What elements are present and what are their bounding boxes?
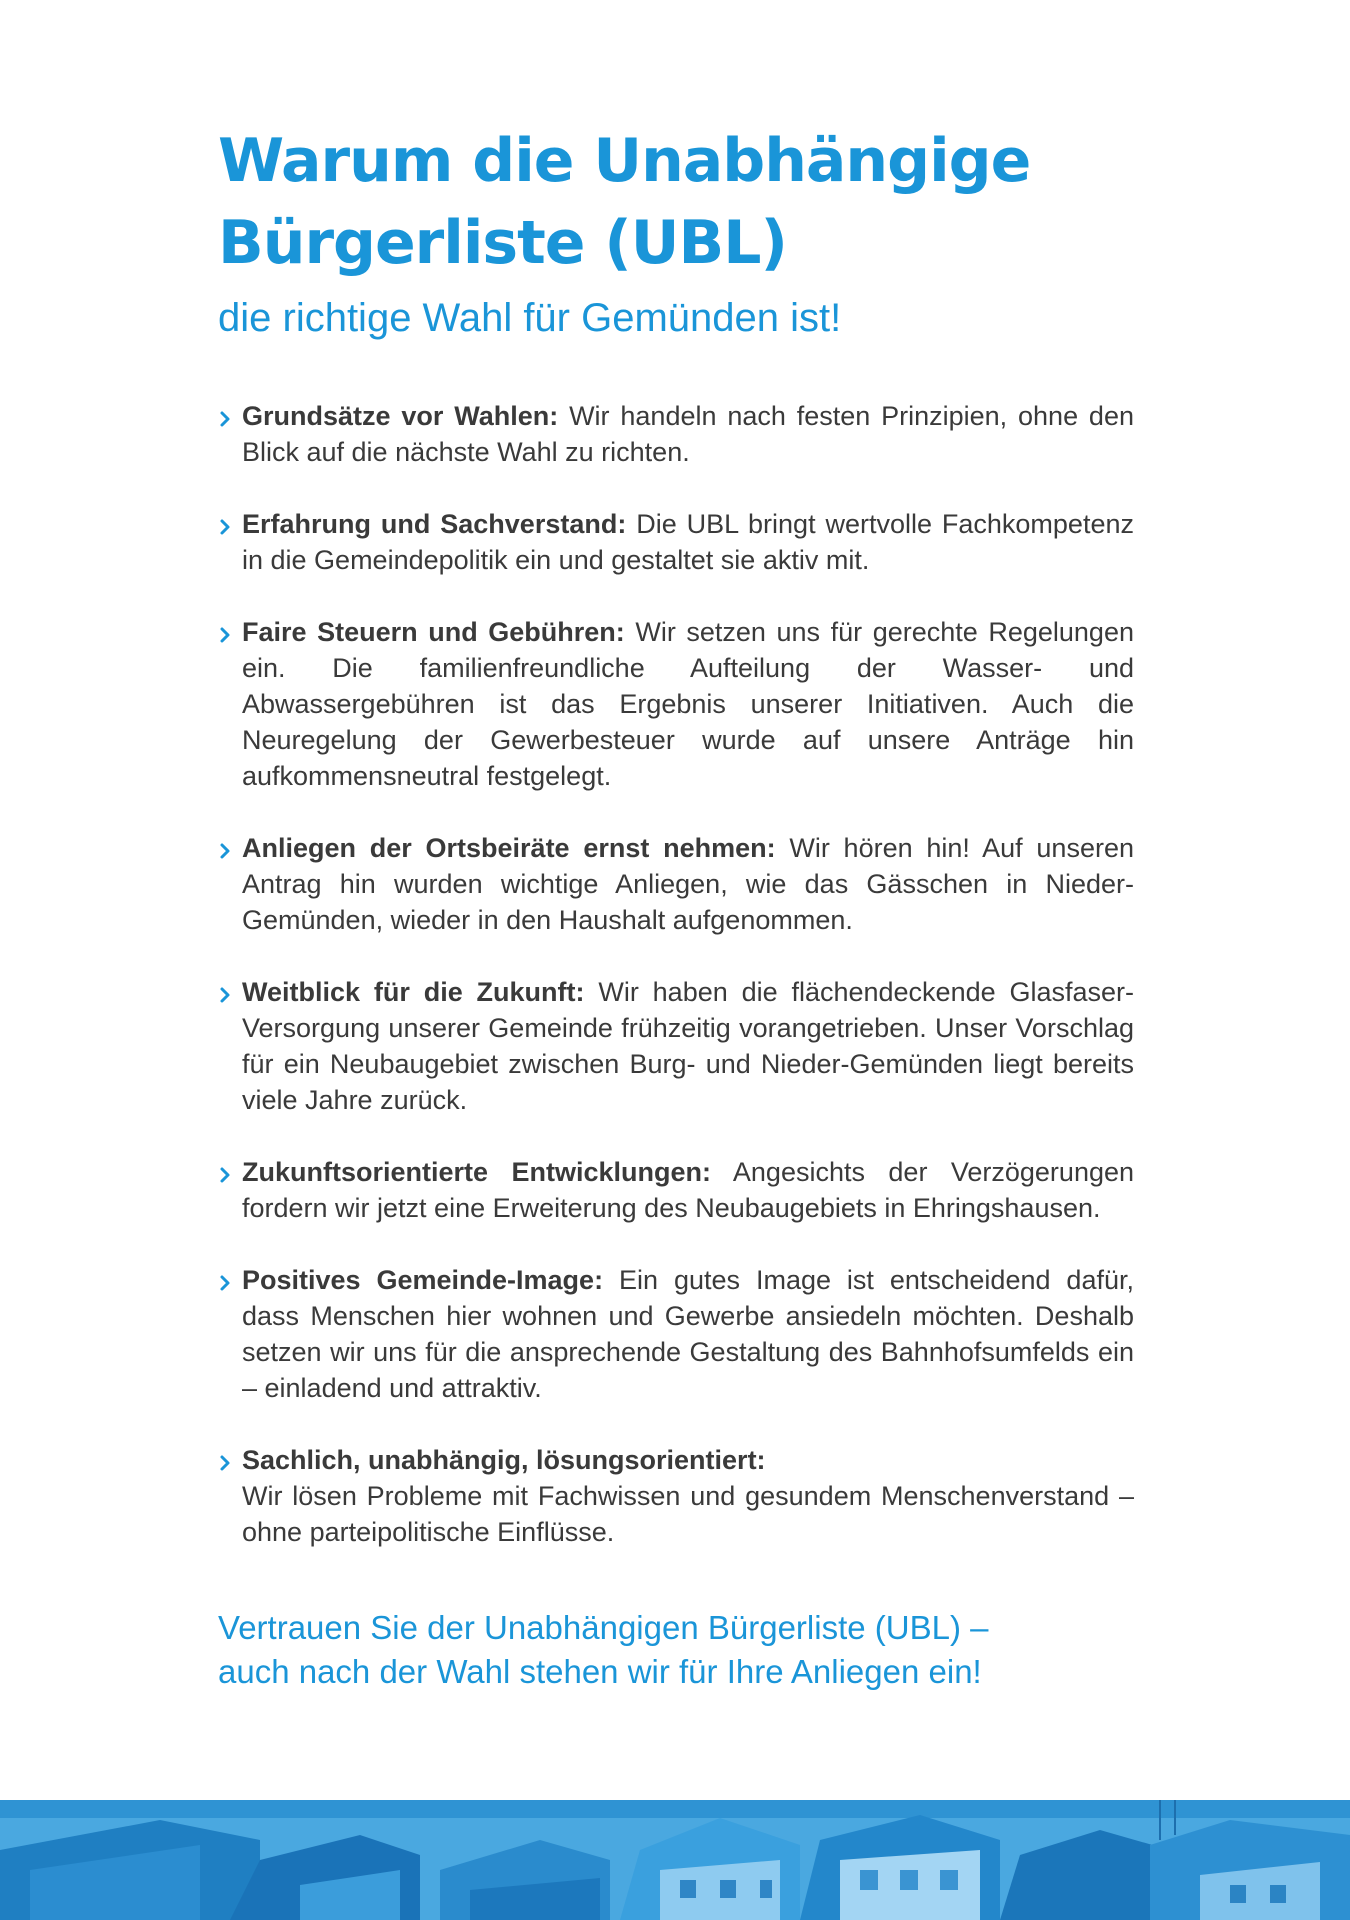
title-line-1: Warum die Unabhängige [218, 126, 1031, 196]
closing-line-1: Vertrauen Sie der Unabhängigen Bürgerliste (UBL) – [218, 1609, 989, 1646]
page-title [218, 120, 1134, 284]
item-text: Wir lösen Probleme mit Fachwissen und gesundem Menschenverstand – ohne parteipolitische Einflüsse. [242, 1481, 1134, 1547]
item-text: Wir handeln nach festen Prinzipien, ohne den Blick auf die nächste Wahl zu richten. [242, 401, 1134, 467]
chevron-right-icon [216, 978, 236, 1008]
closing-statement [218, 1606, 1134, 1694]
list-item [218, 1262, 1134, 1406]
closing-line-2: auch nach der Wahl stehen wir für Ihre Anliegen ein! [218, 1653, 982, 1690]
argument-list [218, 398, 1134, 1550]
chevron-right-icon [216, 1158, 236, 1188]
list-item [218, 506, 1134, 578]
page-subtitle: die richtige Wahl für Gemünden ist! [218, 296, 842, 340]
chevron-right-icon [216, 618, 236, 648]
list-item [218, 398, 1134, 470]
item-text: Wir setzen uns für gerechte Regelungen ein. Die familienfreundliche Aufteilung der Wasser- und Abwassergebühren ist das Ergebnis unserer Initiativen. Auch die Neuregelung der Gewerbesteuer wurde auf unsere Anträge hin aufkommensneutral festgelegt. [242, 617, 1134, 791]
item-lead: Anliegen der Ortsbeiräte ernst nehmen: [242, 833, 776, 863]
item-lead: Weitblick für die Zukunft: [242, 977, 585, 1007]
item-lead: Zukunftsorientierte Entwicklungen: [242, 1157, 711, 1187]
chevron-right-icon [216, 402, 236, 432]
item-lead: Erfahrung und Sachverstand: [242, 509, 627, 539]
flyer-content [218, 120, 1134, 1694]
village-rooftops-photo [0, 1800, 1350, 1920]
list-item [218, 1154, 1134, 1226]
item-text: Wir hören hin! Auf unseren Antrag hin wurden wichtige Anliegen, wie das Gässchen in Nieder-Gemünden, wieder in den Haushalt aufgenommen. [242, 833, 1134, 935]
chevron-right-icon [216, 834, 236, 864]
chevron-right-icon [216, 1446, 236, 1476]
item-lead: Faire Steuern und Gebühren: [242, 617, 625, 647]
list-item [218, 614, 1134, 794]
list-item [218, 830, 1134, 938]
item-text: Die UBL bringt wertvolle Fachkompetenz in die Gemeindepolitik ein und gestaltet sie aktiv mit. [242, 509, 1134, 575]
item-text: Ein gutes Image ist entscheidend dafür, dass Menschen hier wohnen und Gewerbe ansiedeln möchten. Deshalb setzen wir uns für die ansprechende Gestaltung des Bahnhofsumfelds ein – einladend und attraktiv. [242, 1265, 1134, 1403]
list-item [218, 1442, 1134, 1550]
item-text: Wir haben die flächendeckende Glasfaser-Versorgung unserer Gemeinde frühzeitig vorangetrieben. Unser Vorschlag für ein Neubaugebiet zwischen Burg- und Nieder-Gemünden liegt bereits viele Jahre zurück. [242, 977, 1134, 1115]
title-line-2: Bürgerliste (UBL) [218, 208, 787, 278]
item-lead: Sachlich, unabhängig, lösungsorientiert: [242, 1445, 766, 1475]
item-lead: Positives Gemeinde-Image: [242, 1265, 604, 1295]
chevron-right-icon [216, 1266, 236, 1296]
item-text: Angesichts der Verzögerungen fordern wir jetzt eine Erweiterung des Neubaugebiets in Ehringshausen. [242, 1157, 1135, 1223]
item-lead: Grundsätze vor Wahlen: [242, 401, 559, 431]
list-item [218, 974, 1134, 1118]
chevron-right-icon [216, 510, 236, 540]
